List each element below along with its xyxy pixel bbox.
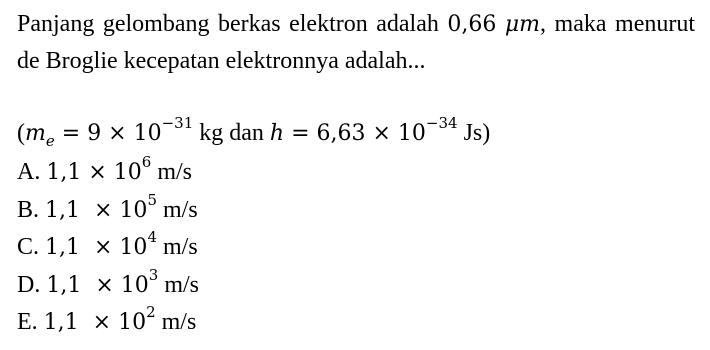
option-b[interactable]	[17, 192, 199, 230]
option-mantissa: 1,1	[43, 310, 79, 335]
option-unit: m/s	[151, 159, 192, 185]
option-mantissa: 1,1	[46, 160, 82, 185]
option-d[interactable]	[17, 267, 199, 305]
answer-options	[17, 154, 199, 342]
planck-mantissa: 6,63	[316, 121, 366, 146]
option-exponent: 5	[147, 190, 157, 209]
planck-exponent: −34	[425, 114, 458, 132]
option-unit: m/s	[156, 234, 198, 260]
option-exponent: 3	[148, 265, 159, 284]
option-times: ×	[81, 160, 114, 185]
option-base: 10	[119, 235, 148, 260]
option-exponent: 4	[147, 228, 157, 246]
mass-times: ×	[101, 121, 134, 146]
mass-symbol: m	[25, 121, 46, 146]
option-e[interactable]	[17, 304, 199, 342]
option-base: 10	[120, 272, 149, 298]
option-times: ×	[80, 197, 120, 223]
mass-subscript: e	[45, 131, 55, 150]
option-base: 10	[118, 310, 147, 335]
wavelength-unit: μm	[504, 12, 541, 37]
option-letter: D.	[17, 271, 41, 298]
option-exponent: 6	[141, 153, 152, 171]
option-mantissa: 1,1	[45, 235, 81, 260]
option-unit: m/s	[156, 196, 198, 223]
planck-unit: Js)	[457, 120, 491, 146]
option-times: ×	[80, 235, 120, 260]
option-letter: E.	[17, 309, 38, 335]
planck-equals: =	[284, 121, 317, 146]
option-c[interactable]	[17, 229, 199, 267]
option-mantissa: 1,1	[45, 197, 81, 223]
option-letter: A.	[17, 159, 41, 185]
option-mantissa: 1,1	[46, 272, 82, 298]
planck-times: ×	[365, 121, 398, 146]
given-open-paren: (	[17, 120, 25, 146]
given-constants	[17, 115, 490, 152]
option-a[interactable]	[17, 154, 199, 192]
mass-equals: =	[54, 121, 88, 146]
option-times: ×	[81, 272, 121, 298]
option-unit: m/s	[158, 271, 199, 298]
planck-base: 10	[397, 121, 426, 146]
given-connector: dan	[223, 120, 270, 146]
mass-base: 10	[133, 121, 162, 146]
question-text-after: , maka menurut de Broglie kecepatan elektronnya adalah...	[17, 11, 696, 74]
wavelength-value: 0,66	[447, 12, 497, 37]
option-letter: B.	[17, 196, 40, 223]
mass-mantissa: 9	[87, 121, 102, 146]
option-exponent: 2	[146, 303, 156, 321]
planck-symbol: h	[269, 121, 285, 146]
option-letter: C.	[17, 234, 40, 260]
option-base: 10	[113, 160, 142, 185]
option-times: ×	[78, 310, 119, 335]
question-text-before: Panjang gelombang berkas elektron adalah	[17, 11, 448, 37]
option-base: 10	[119, 197, 148, 223]
mass-exponent: −31	[161, 114, 194, 132]
option-unit: m/s	[155, 309, 197, 335]
question-text	[17, 6, 695, 79]
mass-unit: kg	[193, 120, 224, 146]
